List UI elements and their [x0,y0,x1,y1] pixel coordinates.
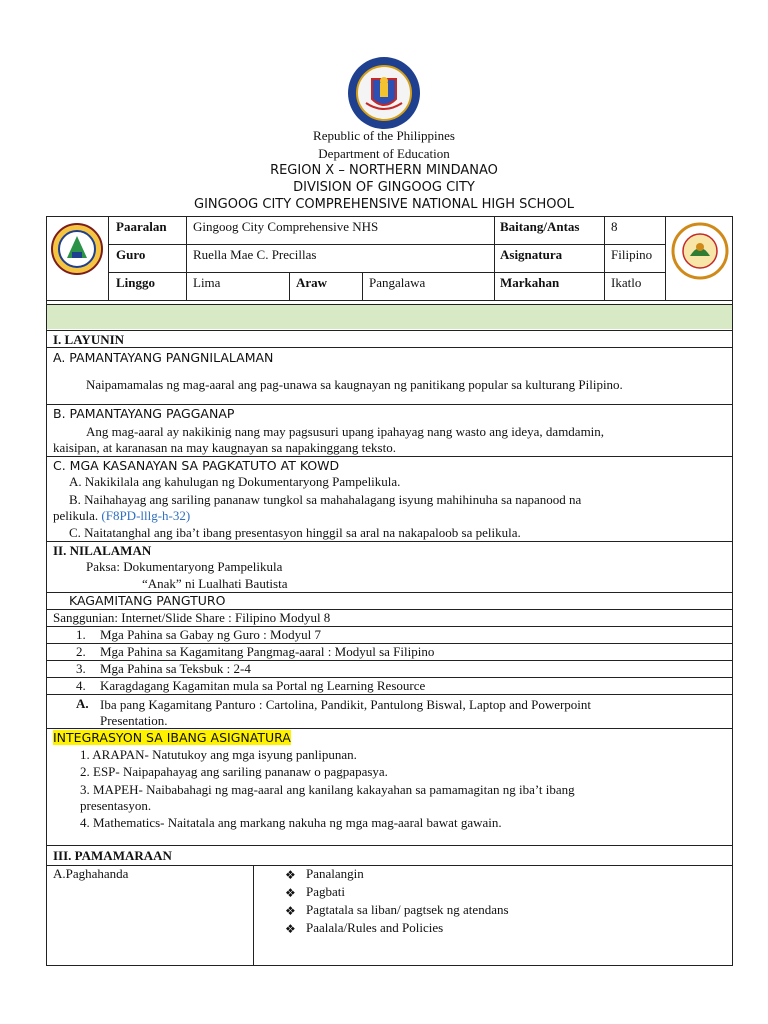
iba-label: A. [76,696,89,711]
pamantayang-pagganap-title: B. PAMANTAYANG PAGGANAP [53,406,235,421]
pamamaraan-heading: III. PAMAMARAAN [53,848,172,863]
markahan-value: Ikatlo [611,275,642,290]
guro-label: Guro [116,247,146,262]
linggo-value: Lima [193,275,221,290]
linggo-label: Linggo [116,275,156,290]
paaralan-label: Paaralan [116,219,167,234]
division-logo [671,222,729,280]
kasanayan-a: A. Nakikilala ang kahulugan ng Dokumentaryong Pampelikula. [69,474,401,489]
diamond-bullet-icon: ❖ [285,904,296,918]
baitang-value: 8 [611,219,618,234]
sanggunian-text: Sanggunian: Internet/Slide Share : Filipino Modyul 8 [53,610,331,625]
pamantayang-pangnilalaman-title: A. PAMANTAYANG PANGNILALAMAN [53,350,274,365]
material-item-1: Mga Pahina sa Gabay ng Guro : Modyul 7 [100,627,321,642]
asignatura-value: Filipino [611,247,653,262]
material-item-2: Mga Pahina sa Kagamitang Pangmag-aaral : Modyul sa Filipino [100,644,435,659]
paaralan-value: Gingoog City Comprehensive NHS [193,219,379,234]
kasanayan-b-line1: B. Naihahayag ang sariling pananaw tungkol sa mahahalagang isyung mahihinuha sa napanood na [69,492,582,507]
paghahanda-label: A.Paghahanda [53,866,129,881]
material-item-3-num: 3. [76,661,86,676]
diamond-bullet-icon: ❖ [285,868,296,882]
integrasyon-item-4: 4. Mathematics- Naitatala ang markang nakuha ng mga mag-aaral bawat gawain. [80,815,502,830]
layunin-heading: I. LAYUNIN [53,332,125,347]
material-item-1-num: 1. [76,627,86,642]
iba-text-line1: Iba pang Kagamitang Panturo : Cartolina, Pandikit, Pantulong Biswal, Laptop and Powerpoint [100,697,592,712]
anak-text: “Anak” ni Lualhati Bautista [142,576,288,591]
material-item-3: Mga Pahina sa Teksbuk : 2-4 [100,661,251,676]
markahan-label: Markahan [500,275,560,290]
kagamitang-pangturo: KAGAMITANG PANGTURO [69,593,226,608]
iba-text-line2: Presentation. [100,713,168,728]
material-item-4-num: 4. [76,678,86,693]
pamantayang-pagganap-line1: Ang mag-aaral ay nakikinig nang may pagsusuri upang ipahayag nang wasto ang ideya, damdamin, [86,424,605,439]
diamond-bullet-icon: ❖ [285,886,296,900]
nilalaman-heading: II. NILALAMAN [53,543,152,558]
kasanayan-title: C. MGA KASANAYAN SA PAGKATUTO AT KOWD [53,458,340,473]
section-band [47,305,732,329]
baitang-label: Baitang/Antas [500,219,580,234]
kowd-code: (F8PD-lllg-h-32) [101,508,191,523]
bullet-item-1: Panalangin [306,866,364,881]
header-division: DIVISION OF GINGOOG CITY [293,180,475,195]
kasanayan-b-line2: pelikula. (F8PD-lllg-h-32) [53,508,191,523]
integrasyon-item-1: 1. ARAPAN- Natutukoy ang mga isyung panlipunan. [80,747,357,762]
header-department: Department of Education [318,146,450,161]
header-republic: Republic of the Philippines [313,128,455,143]
deped-seal-logo [344,55,424,131]
header-school: GINGOOG CITY COMPREHENSIVE NATIONAL HIGH SCHOOL [194,197,574,212]
integrasyon-item-3-line1: 3. MAPEH- Naibabahagi ng mag-aaral ang kanilang kakayahan sa pamamagitan ng iba’t ibang [80,782,575,797]
guro-value: Ruella Mae C. Precillas [193,247,317,262]
header-region: REGION X – NORTHERN MINDANAO [270,163,498,178]
kasanayan-c: C. Naitatanghal ang iba’t ibang presentasyon hinggil sa aral na nakapaloob sa pelikula. [69,525,521,540]
integrasyon-item-3-line2: presentasyon. [80,798,152,813]
material-item-4: Karagdagang Kagamitan mula sa Portal ng Learning Resource [100,678,426,693]
bullet-item-2: Pagbati [306,884,345,899]
diamond-bullet-icon: ❖ [285,922,296,936]
bullet-item-3: Pagtatala sa liban/ pagtsek ng atendans [306,902,509,917]
paksa-text: Paksa: Dokumentaryong Pampelikula [86,559,283,574]
bullet-item-4: Paalala/Rules and Policies [306,920,444,935]
araw-value: Pangalawa [369,275,426,290]
integrasyon-item-2: 2. ESP- Naipapahayag ang sariling pananaw o pagpapasya. [80,764,388,779]
school-logo [50,222,104,276]
pamantayang-pangnilalaman-text: Naipamamalas ng mag-aaral ang pag-unawa sa kaugnayan ng panitikang popular sa kulturang Pilipino. [86,377,623,392]
integrasyon-heading: INTEGRASYON SA IBANG ASIGNATURA [53,730,291,745]
araw-label: Araw [296,275,328,290]
asignatura-label: Asignatura [500,247,563,262]
material-item-2-num: 2. [76,644,86,659]
pamantayang-pagganap-line2: kaisipan, at karanasan na may kaugnayan sa napakinggang teksto. [53,440,396,455]
